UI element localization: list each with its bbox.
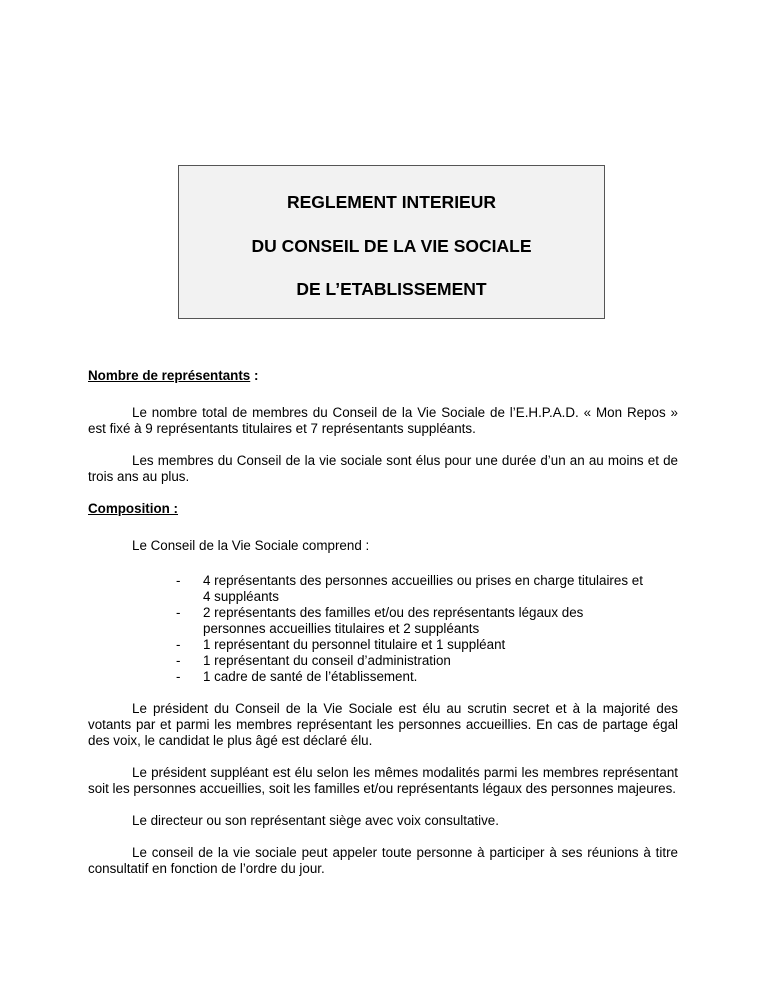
paragraph-total-membres: Le nombre total de membres du Conseil de la Vie Sociale de l’E.H.P.A.D. « Mon Repos » est fixé à 9 représentants titulaires et 7 représentants suppléants. — [88, 405, 678, 436]
list-dash: - — [176, 637, 181, 652]
title-line-2: DU CONSEIL DE LA VIE SOCIALE — [251, 236, 532, 256]
list-item — [176, 637, 678, 653]
section-heading-representants-suffix: : — [250, 368, 259, 383]
paragraph-invites: Le conseil de la vie sociale peut appeler toute personne à participer à ses réunions à titre consultatif en fonction de l’ordre du jour. — [88, 845, 678, 876]
list-item — [176, 605, 678, 637]
section-heading-representants-label: Nombre de représentants — [88, 368, 251, 383]
title-box — [178, 165, 605, 319]
list-item — [176, 573, 678, 605]
section-heading-composition — [88, 501, 678, 517]
list-item — [176, 669, 678, 685]
list-item-text: 1 représentant du personnel titulaire et 1 suppléant — [203, 637, 506, 652]
list-item-text: 1 représentant du conseil d’administration — [203, 653, 451, 668]
paragraph-directeur: Le directeur ou son représentant siège avec voix consultative. — [132, 813, 499, 828]
list-item-text: 4 représentants des personnes accueillies ou prises en charge titulaires et 4 suppléants — [203, 573, 643, 604]
list-dash: - — [176, 573, 181, 588]
list-dash: - — [176, 605, 181, 620]
list-item-text: 1 cadre de santé de l’établissement. — [203, 669, 418, 684]
list-item-text: 2 représentants des familles et/ou des représentants légaux des personnes accueillies titulaires et 2 suppléants — [203, 605, 584, 636]
composition-list — [88, 573, 678, 685]
list-dash: - — [176, 653, 181, 668]
paragraph-president-suppleant: Le président suppléant est élu selon les mêmes modalités parmi les membres représentant soit les personnes accueillies, soit les familles et/ou représentants légaux des personnes majeures. — [88, 765, 678, 796]
list-dash: - — [176, 669, 181, 684]
title-line-3: DE L’ETABLISSEMENT — [296, 279, 487, 299]
paragraph-president: Le président du Conseil de la Vie Sociale est élu au scrutin secret et à la majorité des votants par et parmi les membres représentant les personnes accueillies. En cas de partage égal des voix, le candidat le plus âgé est déclaré élu. — [88, 701, 678, 748]
section-heading-composition-label: Composition : — [88, 501, 179, 516]
title-line-1: REGLEMENT INTERIEUR — [286, 192, 497, 212]
section-heading-representants — [88, 368, 678, 384]
list-item — [176, 653, 678, 669]
paragraph-comprend: Le Conseil de la Vie Sociale comprend : — [132, 538, 370, 553]
document-body — [88, 368, 678, 877]
paragraph-duree-mandat: Les membres du Conseil de la vie sociale sont élus pour une durée d’un an au moins et de trois ans au plus. — [88, 453, 678, 484]
